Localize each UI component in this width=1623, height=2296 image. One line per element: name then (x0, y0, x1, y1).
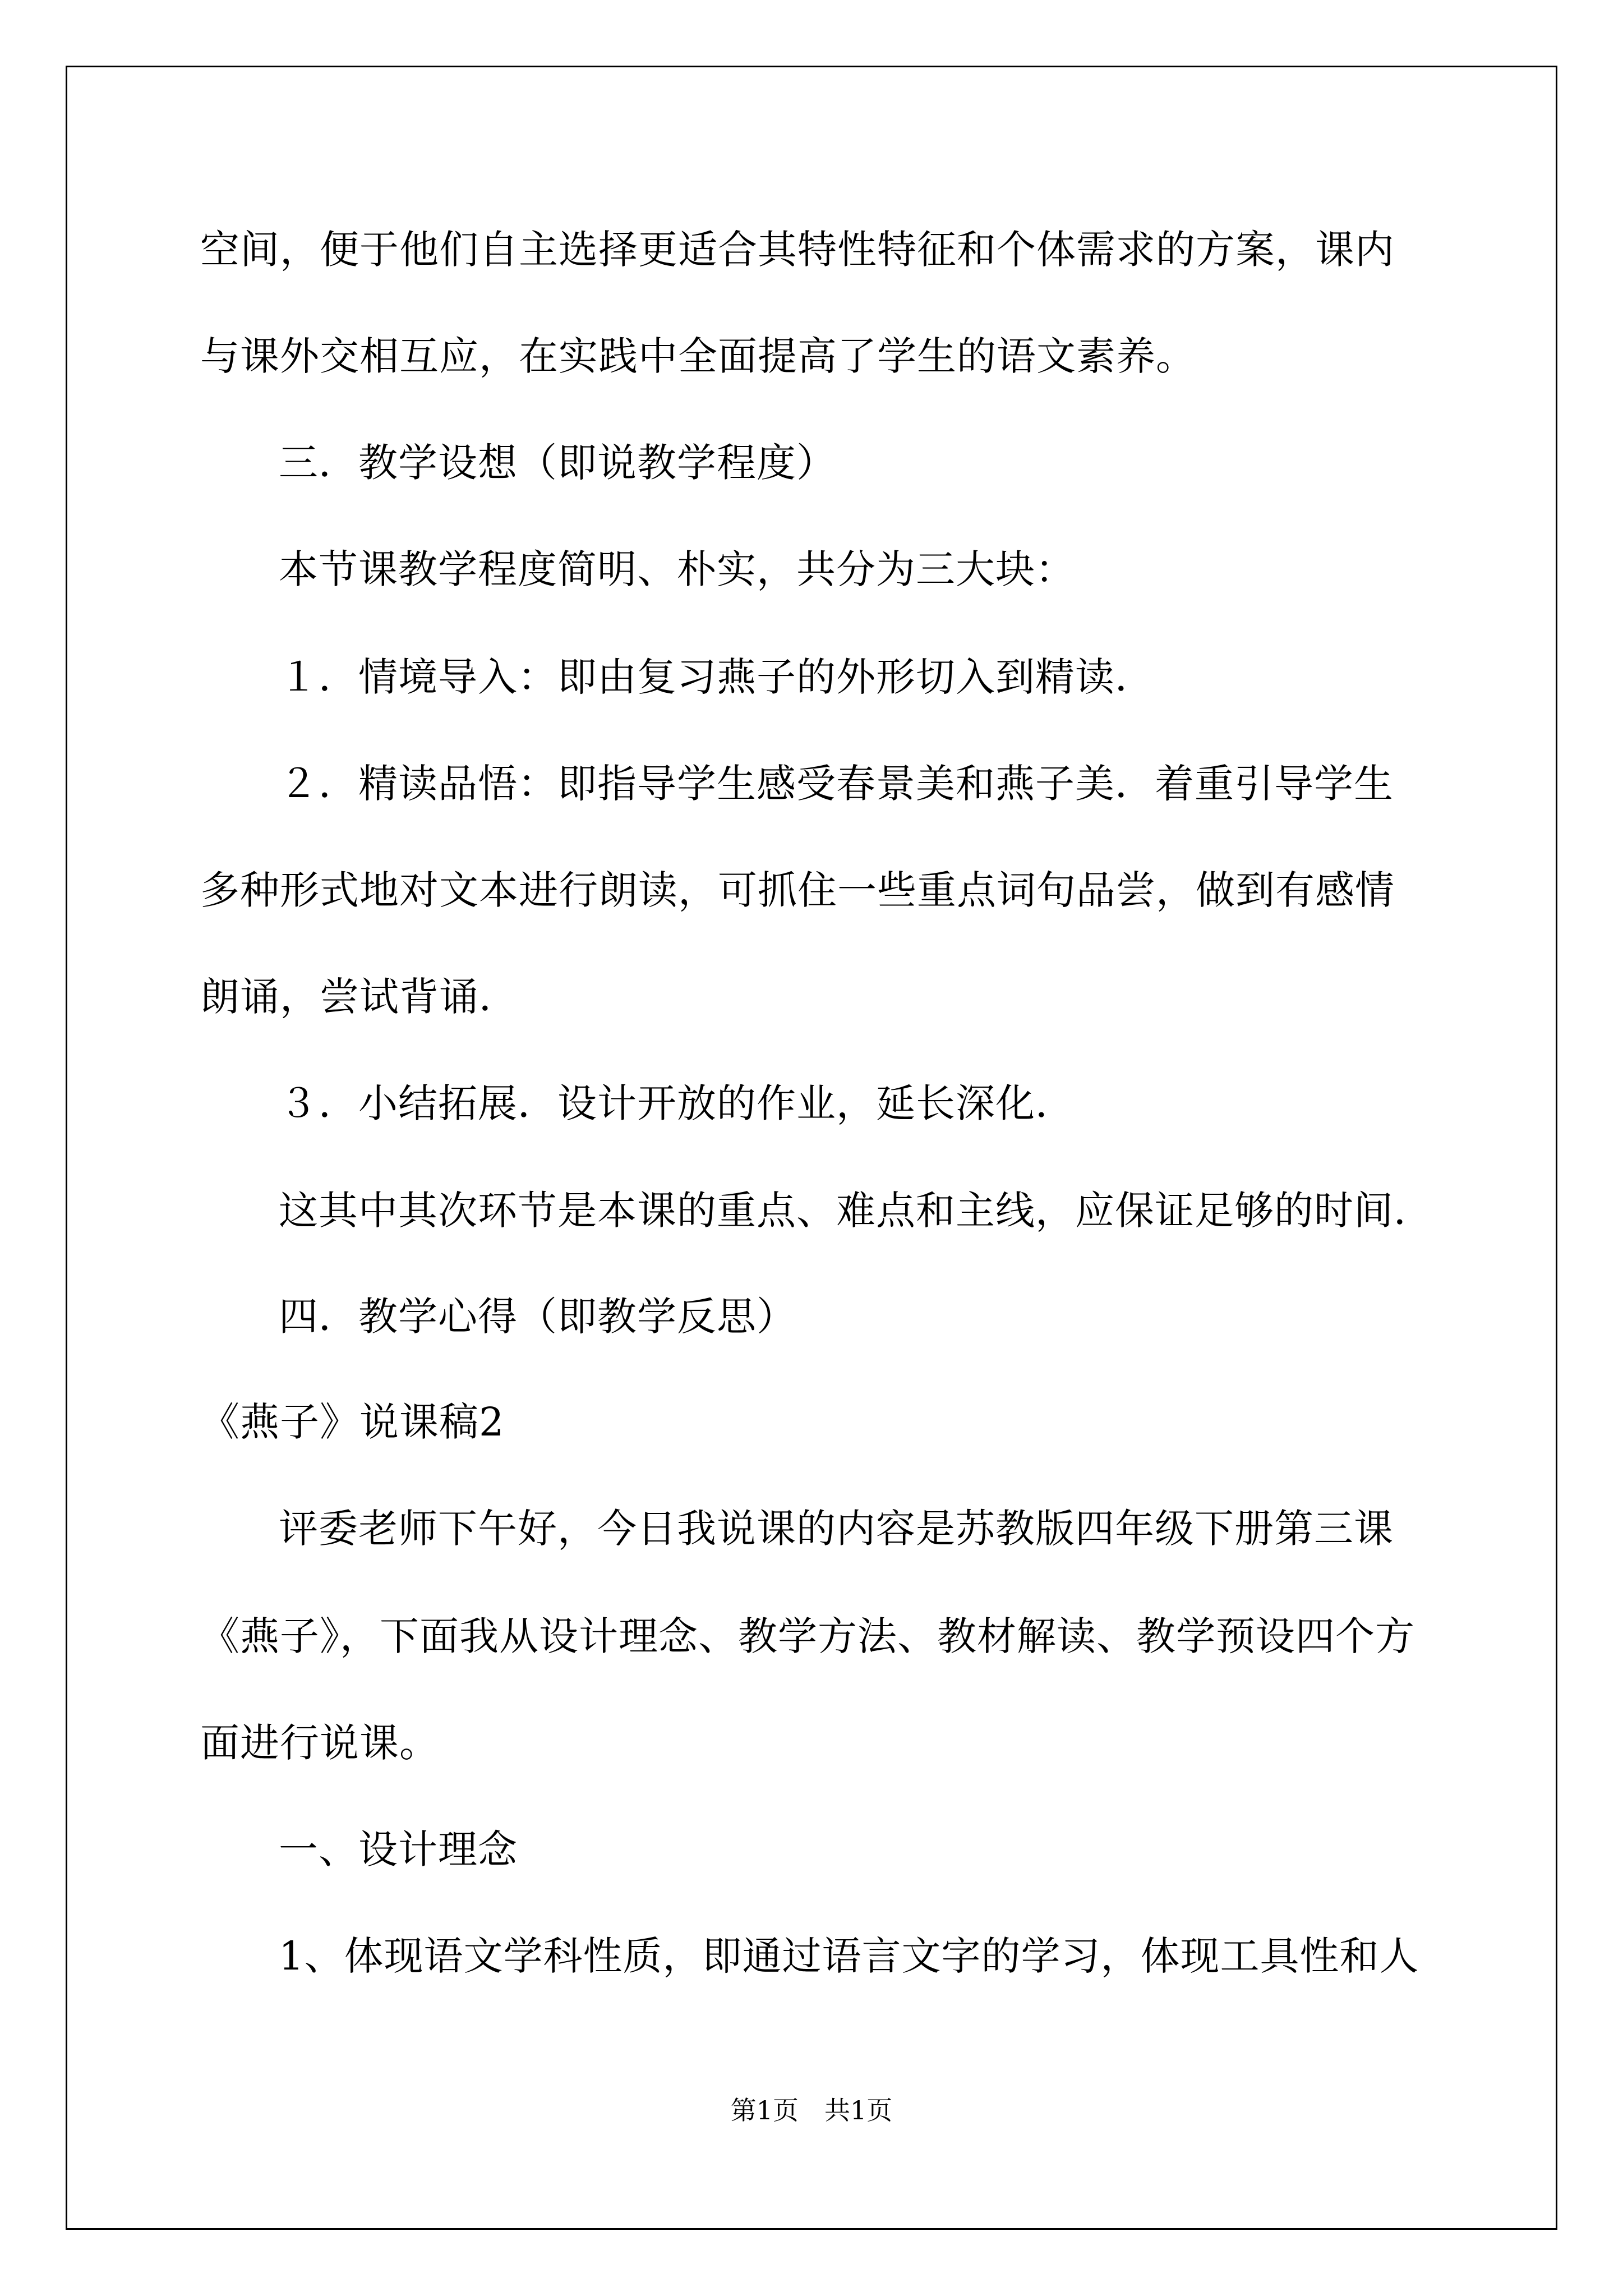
paragraph-line-7: 多种形式地对文本进行朗读，可抓住一些重点词句品尝，做到有感情 (200, 867, 1395, 913)
paragraph-line-1: 空间，便于他们自主选择更适合其特性特征和个体需求的方案，课内 (200, 227, 1395, 273)
section-heading-four: 四．教学心得（即教学反思） (279, 1294, 796, 1340)
article-title: 《燕子》说课稿2 (200, 1399, 505, 1445)
page-footer: 第1页 共1页 (730, 2095, 893, 2125)
paragraph-line-14: 《燕子》，下面我从设计理念、教学方法、教材解读、教学预设四个方 (200, 1613, 1415, 1659)
list-item-1: １．情境导入：即由复习燕子的外形切入到精读． (279, 654, 1155, 700)
section-heading-three: 三．教学设想（即说教学程度） (279, 440, 836, 486)
paragraph-line-13: 评委老师下午好，今日我说课的内容是苏教版四年级下册第三课 (279, 1506, 1394, 1552)
section-heading-one: 一、设计理念 (279, 1826, 518, 1872)
list-item-2: ２．精读品悟：即指导学生感受春景美和燕子美．着重引导学生 (279, 761, 1394, 807)
paragraph-line-17: 1、体现语文学科性质，即通过语言文字的学习，体现工具性和人 (279, 1933, 1419, 1979)
paragraph-line-8: 朗诵，尝试背诵． (200, 974, 519, 1020)
paragraph-line-10: 这其中其次环节是本课的重点、难点和主线，应保证足够的时间． (279, 1188, 1433, 1234)
paragraph-line-15: 面进行说课。 (200, 1720, 439, 1766)
paragraph-line-2: 与课外交相互应，在实践中全面提高了学生的语文素养。 (200, 333, 1196, 379)
page-border (66, 66, 1557, 2230)
list-item-3: ３．小结拓展．设计开放的作业，延长深化． (279, 1080, 1075, 1126)
paragraph-line-4: 本节课教学程度简明、朴实，共分为三大块： (279, 546, 1075, 592)
